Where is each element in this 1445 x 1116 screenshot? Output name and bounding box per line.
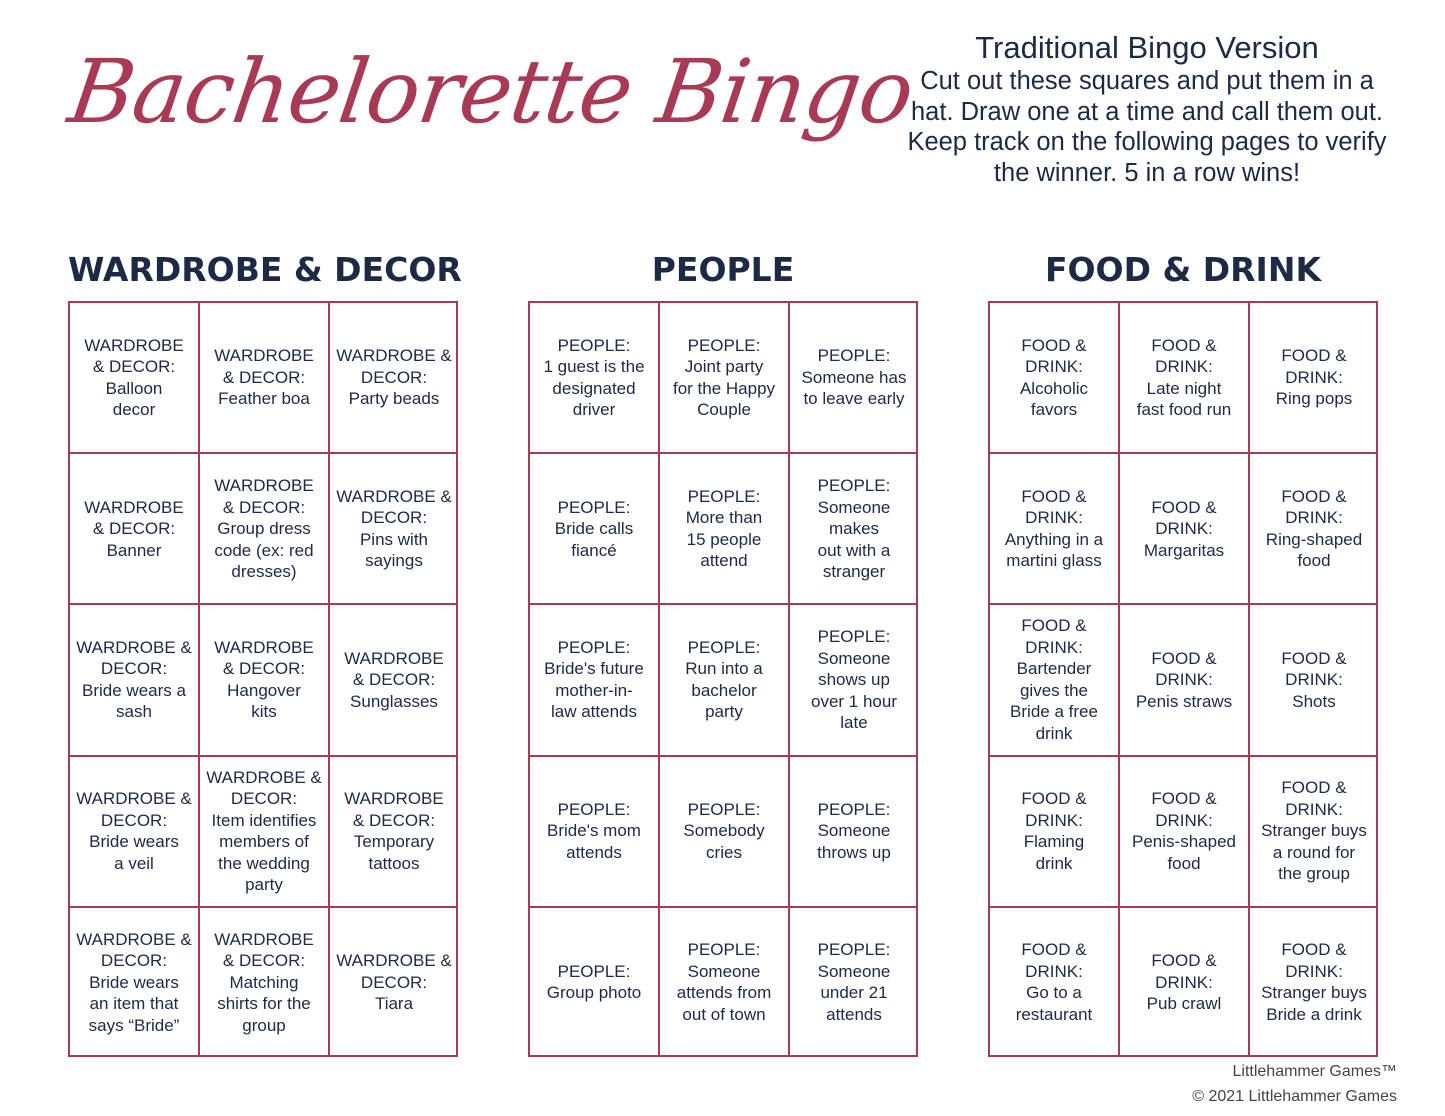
- bingo-square: [198, 906, 328, 1057]
- bingo-square-text: PEOPLE: Somebody cries: [683, 799, 765, 862]
- bingo-square-text: PEOPLE: Someone throws up: [817, 799, 891, 862]
- bingo-square: [658, 452, 788, 603]
- bingo-square: [658, 301, 788, 452]
- bingo-square-text: PEOPLE: Someone makes out with a stranger: [817, 476, 891, 582]
- bingo-square-text: FOOD & DRINK: Pub crawl: [1146, 951, 1222, 1014]
- bingo-square-text: WARDROBE & DECOR: Pins with sayings: [336, 486, 452, 571]
- bingo-square: [528, 603, 658, 754]
- bingo-square-text: FOOD & DRINK: Stranger buys Bride a drink: [1261, 940, 1367, 1024]
- bingo-square-text: WARDROBE & DECOR: Bride wears a sash: [76, 637, 192, 722]
- bingo-square: [1248, 452, 1378, 603]
- people-grid: [528, 301, 918, 1057]
- bingo-square-text: WARDROBE & DECOR: Tiara: [336, 951, 452, 1014]
- bingo-square: [1248, 755, 1378, 906]
- page-title: Bachelorette Bingo: [62, 40, 920, 143]
- bingo-square: [1248, 301, 1378, 452]
- bingo-square-text: WARDROBE & DECOR: Balloon decor: [84, 335, 184, 420]
- bingo-square-text: PEOPLE: Bride calls fiancé: [554, 497, 634, 560]
- instructions-title: Traditional Bingo Version: [975, 30, 1319, 65]
- bingo-square: [328, 755, 458, 906]
- bingo-square: [658, 603, 788, 754]
- bingo-square-text: PEOPLE: Someone has to leave early: [801, 346, 907, 409]
- bingo-square: [68, 301, 198, 452]
- bingo-square: [68, 755, 198, 906]
- bingo-square: [788, 755, 918, 906]
- bingo-square: [198, 301, 328, 452]
- bingo-square: [1248, 603, 1378, 754]
- bingo-square: [328, 906, 458, 1057]
- bingo-square-text: FOOD & DRINK: Margaritas: [1143, 497, 1225, 560]
- bingo-square-text: WARDROBE & DECOR: Bride wears an item that says “Bride”: [76, 929, 192, 1035]
- bingo-square-text: PEOPLE: More than 15 people attend: [685, 486, 763, 571]
- bingo-square-text: WARDROBE & DECOR: Sunglasses: [344, 648, 444, 711]
- bingo-square: [1118, 452, 1248, 603]
- wardrobe-decor-grid: [68, 301, 458, 1057]
- bingo-square-text: WARDROBE & DECOR: Feather boa: [214, 346, 314, 409]
- bingo-square-text: WARDROBE & DECOR: Hangover kits: [214, 637, 314, 722]
- bingo-square-text: WARDROBE & DECOR: Item identifies members of the wedding party: [206, 767, 322, 895]
- bingo-square: [1118, 301, 1248, 452]
- bingo-square-text: FOOD & DRINK: Ring-shaped food: [1265, 486, 1363, 571]
- bingo-square: [1118, 906, 1248, 1057]
- bingo-square: [1118, 755, 1248, 906]
- bingo-square-text: WARDROBE & DECOR: Bride wears a veil: [76, 789, 192, 873]
- bingo-square: [788, 301, 918, 452]
- bingo-square-text: PEOPLE: Someone under 21 attends: [817, 940, 891, 1024]
- bingo-square: [988, 755, 1118, 906]
- bingo-square: [988, 301, 1118, 452]
- bingo-square: [528, 906, 658, 1057]
- bingo-square: [528, 755, 658, 906]
- bingo-square-text: FOOD & DRINK: Go to a restaurant: [1015, 940, 1093, 1024]
- bingo-square: [198, 452, 328, 603]
- bingo-square: [68, 906, 198, 1057]
- bingo-square: [528, 301, 658, 452]
- instructions-block: [905, 30, 1389, 188]
- bingo-square: [198, 755, 328, 906]
- bingo-square-text: FOOD & DRINK: Penis straws: [1135, 648, 1233, 711]
- bingo-square-text: FOOD & DRINK: Alcoholic favors: [1019, 335, 1089, 420]
- bingo-square-text: PEOPLE: Bride's future mother-in- law attends: [544, 637, 644, 722]
- category-title-wardrobe-decor: WARDROBE & DECOR: [68, 250, 462, 289]
- bingo-square-text: FOOD & DRINK: Stranger buys a round for the group: [1261, 778, 1367, 884]
- bingo-square-text: WARDROBE & DECOR: Banner: [84, 497, 184, 560]
- bingo-square: [198, 603, 328, 754]
- bingo-square-text: FOOD & DRINK: Shots: [1281, 648, 1347, 711]
- bingo-square: [788, 906, 918, 1057]
- bingo-square-text: PEOPLE: Run into a bachelor party: [685, 637, 763, 722]
- bingo-square: [68, 452, 198, 603]
- bingo-square: [328, 603, 458, 754]
- bingo-square-text: WARDROBE & DECOR: Matching shirts for the group: [214, 929, 314, 1035]
- bingo-square: [1118, 603, 1248, 754]
- category-title-food-drink: FOOD & DRINK: [1044, 250, 1322, 289]
- bingo-square-text: FOOD & DRINK: Late night fast food run: [1136, 335, 1232, 420]
- category-title-people: PEOPLE: [651, 250, 795, 289]
- bingo-square-text: FOOD & DRINK: Penis-shaped food: [1132, 789, 1236, 873]
- bingo-square-text: WARDROBE & DECOR: Group dress code (ex: red dresses): [214, 476, 314, 582]
- bingo-square-text: PEOPLE: Joint party for the Happy Couple: [672, 335, 776, 420]
- bingo-square-text: WARDROBE & DECOR: Party beads: [336, 346, 452, 409]
- footer-copyright: © 2021 Littlehammer Games: [1192, 1088, 1397, 1105]
- bingo-square-text: PEOPLE: Bride's mom attends: [547, 799, 641, 862]
- bingo-square: [328, 301, 458, 452]
- bingo-square: [988, 603, 1118, 754]
- instructions-body: Cut out these squares and put them in a hat. Draw one at a time and call them out. Keep track on the following pages to verify the winner. 5 in a row wins!: [907, 67, 1387, 187]
- bingo-square: [788, 603, 918, 754]
- bingo-square: [658, 755, 788, 906]
- bingo-square-text: PEOPLE: Someone shows up over 1 hour late: [811, 627, 897, 733]
- bingo-square-text: FOOD & DRINK: Flaming drink: [1021, 789, 1087, 873]
- bingo-square-text: FOOD & DRINK: Anything in a martini glass: [1004, 486, 1104, 571]
- bingo-square: [988, 906, 1118, 1057]
- bingo-square: [328, 452, 458, 603]
- bingo-square: [1248, 906, 1378, 1057]
- bingo-square-text: PEOPLE: 1 guest is the designated driver: [543, 335, 645, 420]
- bingo-square-text: FOOD & DRINK: Bartender gives the Bride a free drink: [1010, 616, 1098, 743]
- bingo-square: [988, 452, 1118, 603]
- bingo-square: [658, 906, 788, 1057]
- bingo-square-text: WARDROBE & DECOR: Temporary tattoos: [344, 789, 444, 873]
- footer-brand: Littlehammer Games™: [1232, 1063, 1397, 1080]
- bingo-square: [528, 452, 658, 603]
- food-drink-grid: [988, 301, 1378, 1057]
- bingo-square: [788, 452, 918, 603]
- bingo-square-text: PEOPLE: Someone attends from out of town: [676, 940, 772, 1024]
- bingo-square-text: PEOPLE: Group photo: [546, 961, 642, 1003]
- bingo-square: [68, 603, 198, 754]
- bingo-square-text: FOOD & DRINK: Ring pops: [1275, 346, 1353, 409]
